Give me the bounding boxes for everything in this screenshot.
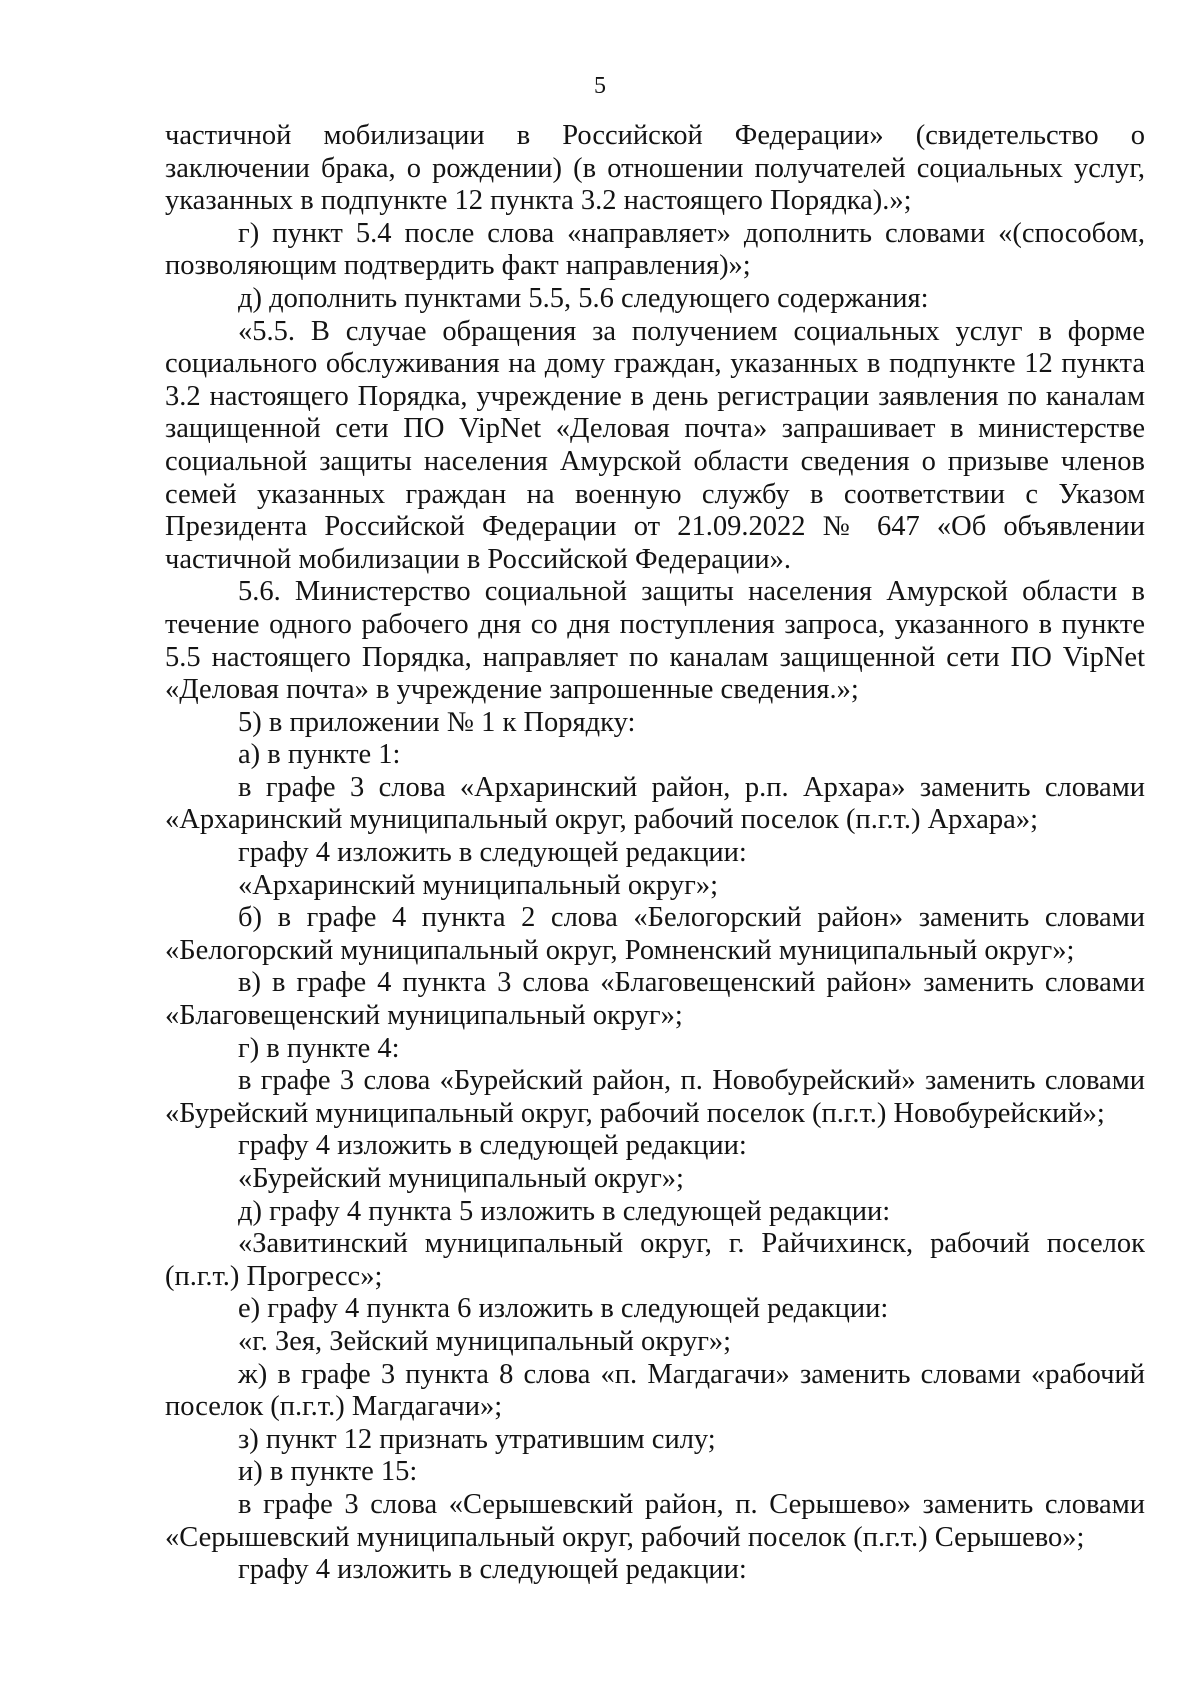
document-body — [165, 120, 1145, 1587]
paragraph: 5) в приложении № 1 к Порядку: — [238, 706, 636, 738]
paragraph: д) дополнить пунктами 5.5, 5.6 следующего содержания: — [238, 282, 929, 314]
paragraph: г) пункт 5.4 после слова «направляет» дополнить словами «(способом, позволяющим подтвердить факт направления)»; — [165, 217, 1145, 282]
paragraph: «5.5. В случае обращения за получением социальных услуг в форме социального обслуживания на дому граждан, указанных в подпункте 12 пункта 3.2 настоящего Порядка, учреждение в день регистрации заявления по каналам защищенной сети ПО VipNet «Деловая почта» запрашивает в министерстве социальной защиты населения Амурской области сведения о призыве членов семей указанных граждан на военную службу в соответствии с Указом Президента Российской Федерации от 21.09.2022 № 647 «Об объявлении частичной мобилизации в Российской Федерации». — [165, 315, 1145, 575]
paragraph: графу 4 изложить в следующей редакции: — [238, 1554, 747, 1586]
paragraph: з) пункт 12 признать утратившим силу; — [238, 1423, 716, 1455]
paragraph: «Архаринский муниципальный округ»; — [238, 869, 719, 901]
paragraph: б) в графе 4 пункта 2 слова «Белогорский район» заменить словами «Белогорский муниципальный округ, Ромненский муниципальный округ»; — [165, 902, 1145, 966]
paragraph: «г. Зея, Зейский муниципальный округ»; — [238, 1325, 732, 1357]
paragraph: графу 4 изложить в следующей редакции: — [238, 837, 747, 869]
paragraph: ж) в графе 3 пункта 8 слова «п. Магдагачи» заменить словами «рабочий поселок (п.г.т.) Магдагачи»; — [165, 1358, 1145, 1423]
paragraph: в графе 3 слова «Бурейский район, п. Новобурейский» заменить словами «Бурейский муниципальный округ, рабочий поселок (п.г.т.) Новобурейский»; — [165, 1065, 1145, 1129]
paragraph: в) в графе 4 пункта 3 слова «Благовещенский район» заменить словами «Благовещенский муниципальный округ»; — [165, 967, 1145, 1032]
paragraph: а) в пункте 1: — [238, 739, 401, 771]
paragraph: в графе 3 слова «Архаринский район, р.п. Архара» заменить словами «Архаринский муниципальный округ, рабочий поселок (п.г.т.) Архара»; — [165, 771, 1145, 836]
paragraph: 5.6. Министерство социальной защиты населения Амурской области в течение одного рабочего дня со дня поступления запроса, указанного в пункте 5.5 настоящего Порядка, направляет по каналам защищенной сети ПО VipNet «Деловая почта» в учреждение запрошенные сведения.»; — [165, 576, 1145, 706]
paragraph: и) в пункте 15: — [238, 1456, 418, 1488]
paragraph: д) графу 4 пункта 5 изложить в следующей редакции: — [238, 1195, 891, 1227]
paragraph: в графе 3 слова «Серышевский район, п. Серышево» заменить словами «Серышевский муниципальный округ, рабочий поселок (п.г.т.) Серышево»; — [165, 1488, 1145, 1553]
paragraph: частичной мобилизации в Российской Федерации» (свидетельство о заключении брака, о рождении) (в отношении получателей социальных услуг, указанных в подпункте 12 пункта 3.2 настоящего Порядка).»; — [165, 120, 1145, 217]
page-number: 5 — [594, 73, 606, 99]
paragraph: г) в пункте 4: — [238, 1032, 400, 1064]
paragraph: «Завитинский муниципальный округ, г. Райчихинск, рабочий поселок (п.г.т.) Прогресс»; — [165, 1228, 1145, 1292]
paragraph: графу 4 изложить в следующей редакции: — [238, 1130, 747, 1162]
paragraph: «Бурейский муниципальный округ»; — [238, 1163, 684, 1194]
paragraph: е) графу 4 пункта 6 изложить в следующей редакции: — [238, 1293, 889, 1325]
